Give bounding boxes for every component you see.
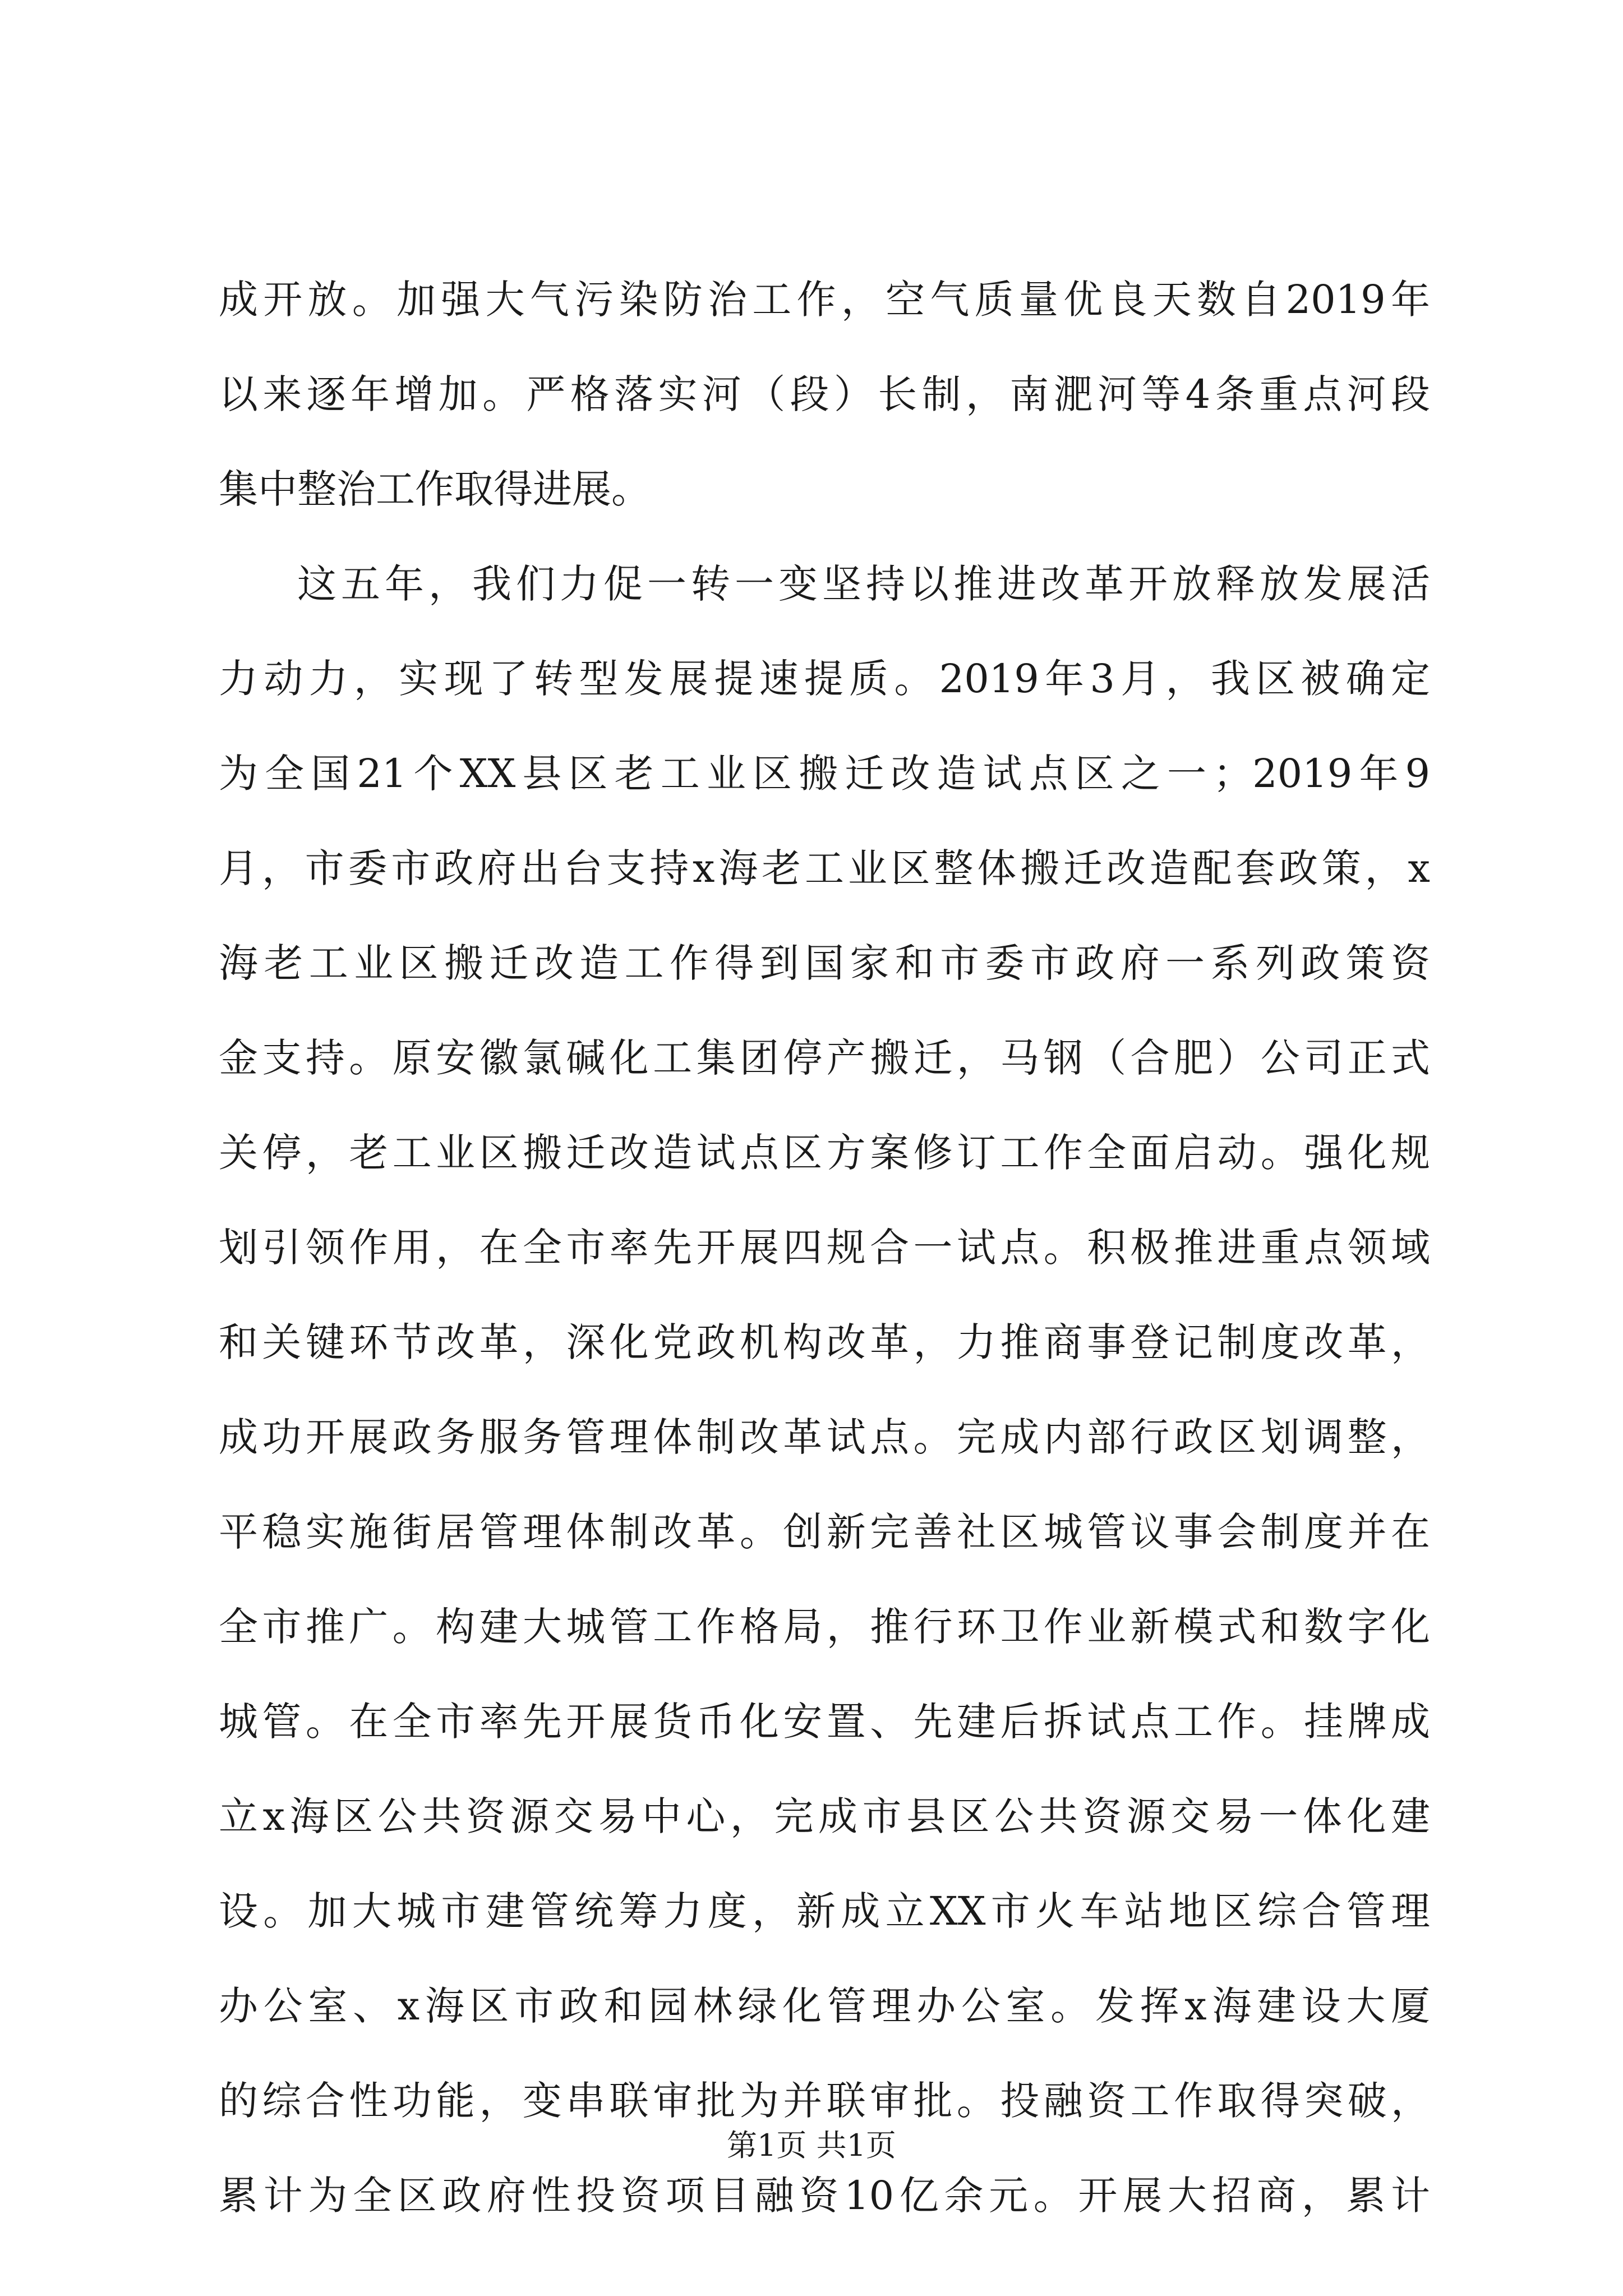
paragraph-2-line-10: 成功开展政务服务管理体制改革试点。完成内部行政区划调整， xyxy=(219,1414,1430,1460)
paragraph-2-line-3: 为全国21个XX县区老工业区搬迁改造试点区之一；2019年9 xyxy=(219,751,1430,797)
paragraph-2-line-6: 金支持。原安徽氯碱化工集团停产搬迁，马钢（合肥）公司正式 xyxy=(219,1035,1430,1081)
paragraph-2-line-9: 和关键环节改革，深化党政机构改革，力推商事登记制度改革， xyxy=(219,1319,1430,1365)
paragraph-1-line-2: 以来逐年增加。严格落实河（段）长制，南淝河等4条重点河段 xyxy=(219,371,1430,417)
paragraph-2-line-8: 划引领作用，在全市率先开展四规合一试点。积极推进重点领域 xyxy=(219,1225,1430,1271)
paragraph-2-line-13: 城管。在全市率先开展货币化安置、先建后拆试点工作。挂牌成 xyxy=(219,1699,1430,1745)
paragraph-2-line-4: 月，市委市政府出台支持x海老工业区整体搬迁改造配套政策，x xyxy=(219,845,1430,891)
document-body xyxy=(219,252,1430,2243)
paragraph-2-line-16: 办公室、x海区市政和园林绿化管理办公室。发挥x海建设大厦 xyxy=(219,1983,1430,2029)
paragraph-2-line-14: 立x海区公共资源交易中心，完成市县区公共资源交易一体化建 xyxy=(219,1793,1430,1839)
paragraph-2-line-5: 海老工业区搬迁改造工作得到国家和市委市政府一系列政策资 xyxy=(219,940,1430,986)
paragraph-2-line-15: 设。加大城市建管统筹力度，新成立XX市火车站地区综合管理 xyxy=(219,1888,1430,1934)
paragraph-1-line-3: 集中整治工作取得进展。 xyxy=(219,466,651,512)
paragraph-2-line-17: 的综合性功能，变串联审批为并联审批。投融资工作取得突破， xyxy=(219,2078,1430,2124)
paragraph-2-line-11: 平稳实施街居管理体制改革。创新完善社区城管议事会制度并在 xyxy=(219,1509,1430,1555)
page-footer xyxy=(0,2126,1623,2165)
paragraph-2-line-7: 关停，老工业区搬迁改造试点区方案修订工作全面启动。强化规 xyxy=(219,1130,1430,1176)
page-number-label: 第1页 共1页 xyxy=(727,2128,896,2163)
paragraph-2-line-2: 力动力，实现了转型发展提速提质。2019年3月，我区被确定 xyxy=(219,656,1430,702)
paragraph-2-line-18: 累计为全区政府性投资项目融资10亿余元。开展大招商，累计 xyxy=(219,2173,1430,2219)
paragraph-2-line-1: 这五年，我们力促一转一变坚持以推进改革开放释放发展活 xyxy=(297,561,1430,607)
paragraph-2-line-12: 全市推广。构建大城管工作格局，推行环卫作业新模式和数字化 xyxy=(219,1604,1430,1650)
paragraph-1-line-1: 成开放。加强大气污染防治工作，空气质量优良天数自2019年 xyxy=(219,277,1430,323)
